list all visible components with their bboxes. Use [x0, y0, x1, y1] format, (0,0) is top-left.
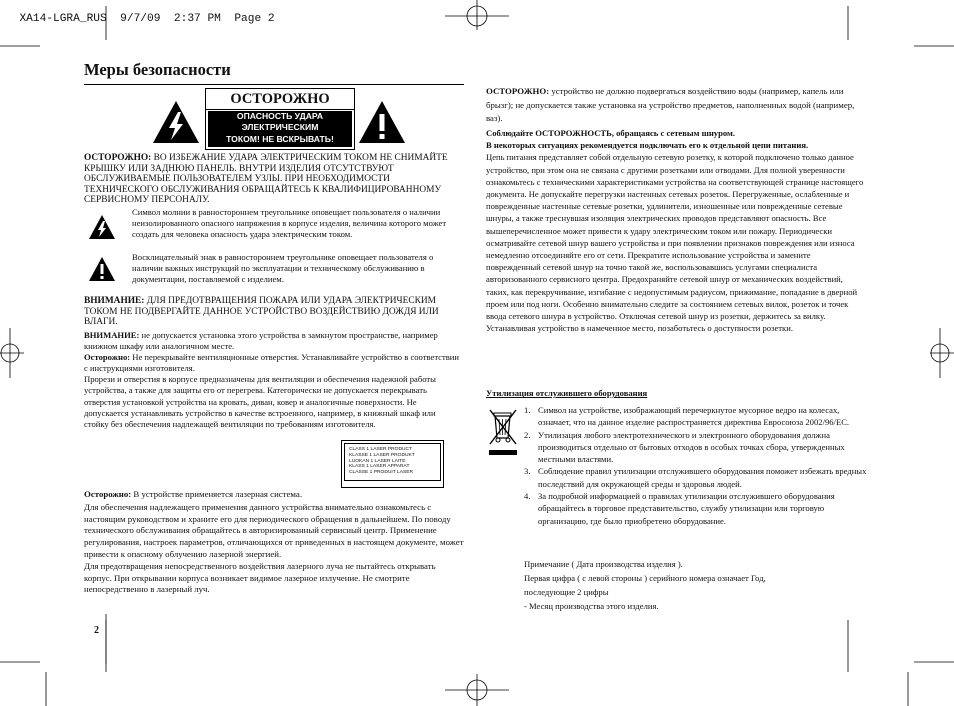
production-date-note: [524, 558, 864, 614]
power-heading-1: Соблюдайте ОСТОРОЖНОСТЬ, обращаясь с сетевым шнуром.: [486, 128, 735, 138]
exclamation-explanation: Восклицательный знак в равностороннем треугольнике оповещает пользователя о наличии важных инструкций по эксплуатации и техническому обслуживанию в документации, поставляемой с изделием.: [132, 252, 434, 285]
power-heading-2: В некоторых ситуациях рекомендуется подключать его к отдельной цепи питания.: [486, 140, 809, 151]
laser-product-label: [341, 440, 444, 488]
attention2-text: не допускается установка этого устройства в замкнутом пространстве, например книжном шкафу или аналогичном месте.: [84, 330, 438, 352]
laser-block: [84, 489, 464, 596]
registration-crosshair-icon: [0, 328, 24, 378]
disposal-heading: Утилизация отслужившего оборудования: [486, 388, 648, 398]
note-line-4: - Месяц производства этого изделия.: [524, 600, 659, 611]
list-item-text: За подробной информацией о правилах утилизации отслужившего оборудования обращайтесь в торговое представительство, службу утилизации или торговую организацию, где было приобретено оборудование.: [538, 491, 835, 526]
power-cord-section: [486, 127, 864, 334]
caution-text: ВО ИЗБЕЖАНИЕ УДАРА ЭЛЕКТРИЧЕСКИМ ТОКОМ НЕ СНИМАЙТЕ КРЫШКУ ИЛИ ЗАДНЮЮ ПАНЕЛЬ. ВНУТРИ ИЗДЕЛИЯ ОТСУТСТВУЮТ ОБСЛУЖИВАЕМЫЕ ПОЛЬЗОВАТЕЛЕМ УЗЛЫ. ПРИ НЕОБХОДИМОСТИ ТЕХНИЧЕСКОГО ОБСЛУЖИВАНИЯ ОБРАЩАЙТЕСЬ К КВАЛИФИЦИРОВАННОМУ СЕРВИСНОМУ ПЕРСОНАЛУ.: [84, 153, 448, 206]
laser-paragraph-2: Для предотвращения непосредственного воздействия лазерного луча не пытайтесь открывать корпус. При открывании корпуса возникает видимое лазерное излучение. Не смотрите непосредственно в лазерный луч.: [84, 560, 436, 595]
caution-label: ОСТОРОЖНО:: [84, 153, 152, 163]
laser-paragraph-1: Для обеспечения надлежащего применения данного устройства внимательно ознакомьтесь с настоящим руководством и храните его для периодического обращения в дальнейшем. По поводу технического обслуживания обращайтесь в авторизированный сервисный центр. Применение регулирования, настроек параметров, отличающихся от приведенных в настоящем документе, может привести к опасному облучению лазерной энергией.: [84, 501, 464, 559]
water-text: устройство не должно подвергаться воздействию воды (например, капель или брызг); не допускается также установка на устройство предметов, наполненных водой (например, ваз).: [486, 86, 855, 124]
water-caution: [486, 85, 862, 126]
page-title: Меры безопасности: [84, 60, 231, 79]
attention-text: ДЛЯ ПРЕДОТВРАЩЕНИЯ ПОЖАРА ИЛИ УДАРА ЭЛЕКТРИЧЕСКИМ ТОКОМ НЕ ПОДВЕРГАЙТЕ ДАННОЕ УСТРОЙСТВО ВОЗДЕЙСТВИЮ ДОЖДЯ ИЛИ ВЛАГИ.: [84, 296, 439, 328]
page-number: 2: [94, 625, 99, 636]
laser-caution-text: В устройстве применяется лазерная система.: [133, 489, 303, 499]
header-page: Page 2: [234, 13, 275, 25]
laser-caution-label: Осторожно:: [84, 489, 132, 499]
print-header: [6, 1, 275, 25]
list-item: [524, 404, 870, 429]
attention-paragraph: [84, 296, 462, 328]
list-item: [524, 490, 870, 527]
attention-label: ВНИМАНИЕ:: [84, 296, 145, 306]
exclamation-triangle-icon: [358, 100, 406, 144]
warning-box-body: [208, 111, 352, 147]
warning-line-2: ЭЛЕКТРИЧЕСКИМ: [241, 122, 319, 133]
lightning-explanation: Символ молнии в равностороннем треугольнике оповещает пользователя о наличии неизолированного опасного напряжения в корпусе изделия, величина которого может создать для человека опасность удара электрическим током.: [132, 207, 447, 240]
laser-label-line: CLASSE 1 PRODUIT LASER: [349, 470, 414, 476]
ventilation-block: [84, 330, 462, 430]
laser-label-line: LUOKAN 1 LASER LAITE: [349, 458, 406, 464]
lightning-triangle-icon: [88, 214, 116, 240]
list-item: [524, 429, 870, 466]
registration-crosshair-icon: [930, 328, 954, 378]
list-item-number: 3.: [524, 466, 531, 477]
registration-crosshair-icon: [445, 0, 509, 30]
header-date: 9/7/09: [120, 13, 161, 25]
laser-label-line: KLASSE 1 LASER PRODUKT: [349, 452, 415, 458]
list-item-number: 4.: [524, 491, 531, 502]
vent-paragraph: Прорези и отверстия в корпусе предназначены для вентиляции и обеспечения надежной работы устройства, а также для защиты его от перегрева. Категорически не допускается перекрывать отверстия установкой устройства на кровать, диван, ковер и аналогичные поверхности. Не допускается устанавливать устройство в качестве встроенного, например, в книжный шкаф или стойку без обеспечения надлежащей вентиляции по требованиям изготовителя.: [84, 374, 436, 429]
list-item-text: Символ на устройстве, изображающий перечеркнутое мусорное ведро на колесах, означает, что на данное изделие распространяется директива Евросоюза 2002/96/EC.: [538, 405, 850, 428]
crossed-out-wheelie-bin-icon: [486, 404, 520, 456]
list-item: [524, 465, 870, 490]
registration-crosshair-icon: [445, 674, 509, 706]
laser-caution-paragraph: [84, 489, 464, 501]
note-line-2: Первая цифра ( с левой стороны ) серийного номера означает Год,: [524, 572, 766, 583]
header-slug: XA14-LGRA_RUS: [19, 13, 107, 25]
note-line-1: Примечание ( Дата производства изделия ).: [524, 559, 683, 569]
caution-paragraph: [84, 153, 462, 206]
warning-line-1: ОПАСНОСТЬ УДАРА: [236, 111, 324, 121]
laser-label-line: KLASS 1 LASER APPARAT: [349, 464, 410, 470]
power-paragraph: Цепь питания представляет собой отдельную сетевую розетку, к которой подключено только данное устройство, при этом она не связана с другими розетками или отводами. Для полной уверенности ознакомьтесь с техническими характеристиками устройства на соответствующей странице настоящего документа. Не допускайте перегрузки настенных сетевых розеток. Перегруженные, ослабленные и поврежденные настенные сетевые розетки, удлинители, изношенные или поврежденные сетевые шнуры, а также треснувшая изоляция электрических проводов представляют опасность. Все вышеперечисленное может привести к удару электрическим током или пожару. Периодически осматривайте сетевой шнур вашего устройства и при появлении признаков повреждения или износа немедленно отсоединяйте его от сети. Прекратите использование устройства и замените поврежденный сетевой шнур на точно такой же, воспользовавшись услугами специалиста авторизованного сервисного центра. Предохраняйте сетевой шнур от механических воздействий, таких, как перекручивание, изгибание с недопустимым радиусом, прижимание, попадание в дверной проем или под ноги. Особенно внимательно следите за состоянием сетевых вилок, розеток и точек ввода сетевого шнура в устройство. Отключая сетевой шнур из розетки, держитесь за вилку. Устанавливая устройство в намеченное место, позаботьтесь о доступности розетки.: [486, 152, 864, 334]
note-line-3: последующие 2 цифры: [524, 586, 609, 597]
list-item-text: Соблюдение правил утилизации отслужившего оборудования поможет избежать вредных последствий для окружающей среды и здоровья людей.: [538, 466, 867, 489]
list-item-number: 1.: [524, 405, 531, 415]
list-item-text: Утилизация любого электротехнического и электронного оборудования должна производиться отдельно от бытовых отходов в особых точках сбора, утвержденных местными властями.: [538, 429, 845, 465]
lightning-triangle-icon: [152, 100, 200, 144]
caution2-label: Осторожно:: [84, 352, 131, 363]
exclamation-triangle-icon: [88, 256, 116, 282]
attention2-label: ВНИМАНИЕ:: [84, 330, 140, 340]
caution2-paragraph: [84, 352, 462, 374]
list-item-number: 2.: [524, 429, 531, 440]
caution2-text: Не перекрывайте вентиляционные отверстия. Устанавливайте устройство в соответствии с инструкциями изготовителя.: [84, 352, 460, 374]
disposal-list: [524, 404, 870, 527]
warning-box-title: ОСТОРОЖНО: [206, 89, 354, 110]
header-time: 2:37 PM: [173, 13, 221, 25]
attention2-paragraph: [84, 330, 462, 352]
warning-line-3: ТОКОМ! НЕ ВСКРЫВАТЬ!: [226, 133, 334, 144]
water-label: ОСТОРОЖНО:: [486, 86, 550, 96]
title-rule: [84, 84, 464, 85]
laser-label-line: CLASS 1 LASER PRODUCT: [349, 447, 413, 452]
warning-box: [205, 88, 355, 150]
